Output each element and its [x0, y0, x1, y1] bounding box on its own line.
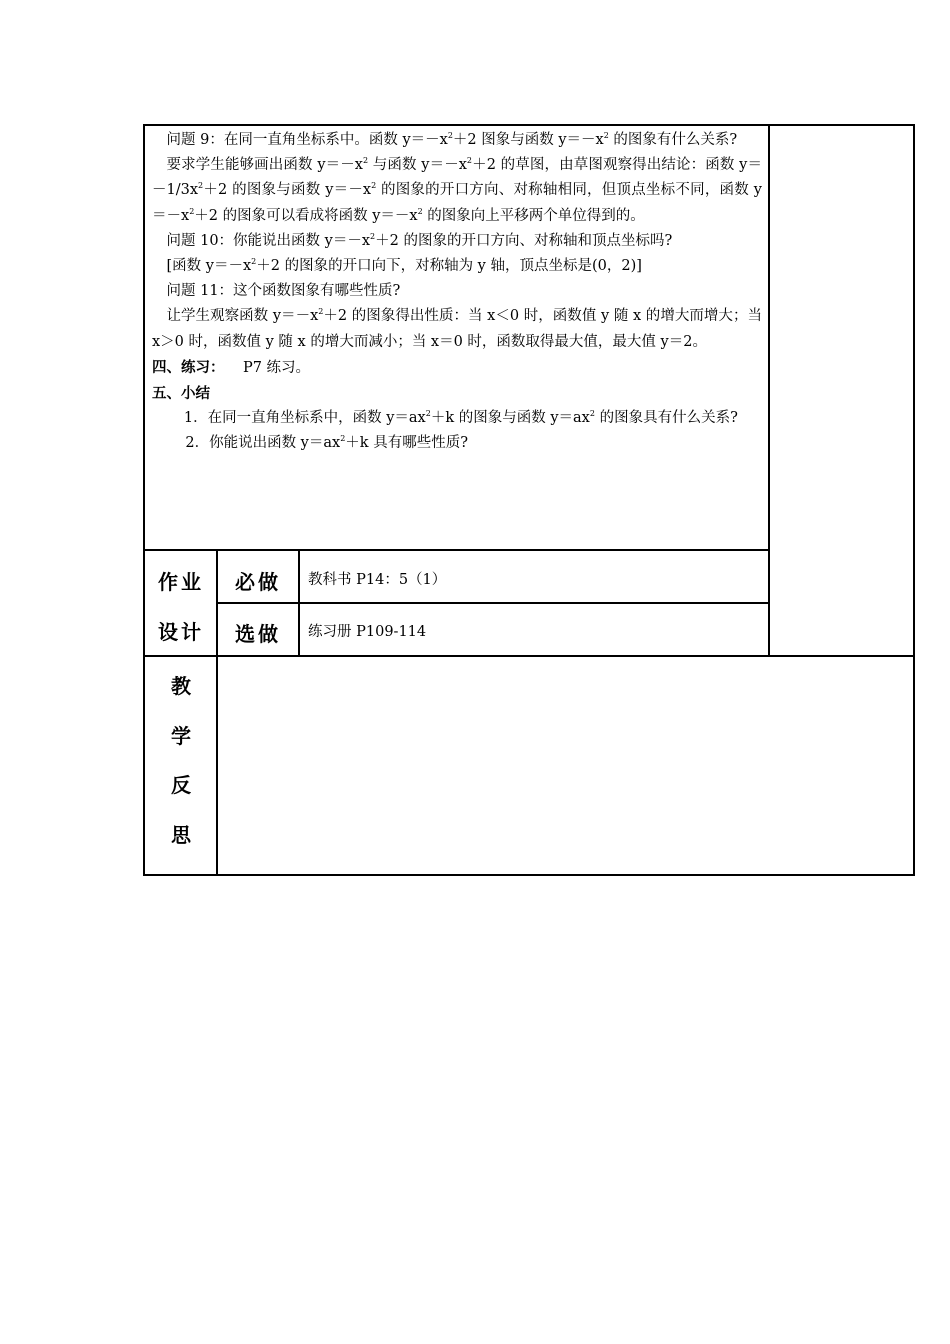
optional-label: 选做 — [235, 622, 281, 646]
homework-label-top: 作业 — [158, 570, 204, 594]
practice-text: P7 练习。 — [242, 359, 311, 376]
content-right-border — [768, 124, 770, 657]
practice-line — [152, 355, 762, 381]
question-11: 问题 11：这个函数图象有哪些性质? — [166, 283, 401, 300]
reflection-label-2: 学 — [171, 724, 191, 748]
requirement-paragraph: 要求学生能够画出函数 $y=-x^2$ 与函数 $y=-x^2+2$ 的草图，由草图观察得出结论：函数 $y=-1/3x^2+2$ 的图象与函数 $y=-x^2$ 的图象的开口方向、对称轴相同，但顶点坐标不同，函数 $y=-x^2+2$ 的图象可以看成将函数 $y=-x^2$ 的图象向上平移两个单位得到的。 — [152, 156, 762, 224]
homework-sublabel-divider — [298, 549, 300, 657]
practice-heading: 四、练习： — [152, 358, 225, 376]
question-10: 问题 10：你能说出函数 $y=-x^2+2$ 的图象的开口方向、对称轴和顶点坐标吗? — [166, 231, 673, 249]
homework-label-bottom: 设计 — [158, 620, 204, 644]
properties-paragraph: 让学生观察函数 $y=-x^2+2$ 的图象得出性质：当 x＜0 时，函数值 y 随 x 的增大而增大；当 x＞0 时，函数值 y 随 x 的增大而减小；当 x＝0 时，函数取得最大值，最大值 y＝2。 — [152, 307, 762, 350]
summary-heading: 五、小结 — [152, 385, 210, 403]
homework-top-border — [143, 549, 770, 551]
summary-item-2: 2．你能说出函数 $y=ax^2+k$ 具有哪些性质? — [185, 434, 468, 452]
question-9: 问题 9：在同一直角坐标系中。函数 $y=-x^2+2$ 图象与函数 $y=-x^2$ 的图象有什么关系? — [166, 131, 738, 148]
reflection-content — [225, 665, 905, 865]
required-text: 教科书 P14：5（1） — [308, 572, 447, 588]
reflection-label-1: 教 — [171, 674, 191, 698]
optional-text: 练习册 P109-114 — [308, 624, 427, 640]
reflection-label-3: 反 — [171, 773, 191, 797]
required-label: 必做 — [235, 570, 281, 594]
lesson-content — [152, 128, 762, 457]
answer-10: [函数 $y=-x^2+2$ 的图象的开口向下，对称轴为 y 轴，顶点坐标是(0，2)] — [166, 257, 642, 275]
summary-item-1: 1．在同一直角坐标系中，函数 $y=ax^2+k$ 的图象与函数 $y=ax^2$ 的图象具有什么关系? — [183, 409, 738, 427]
reflection-label-4: 思 — [171, 823, 191, 847]
